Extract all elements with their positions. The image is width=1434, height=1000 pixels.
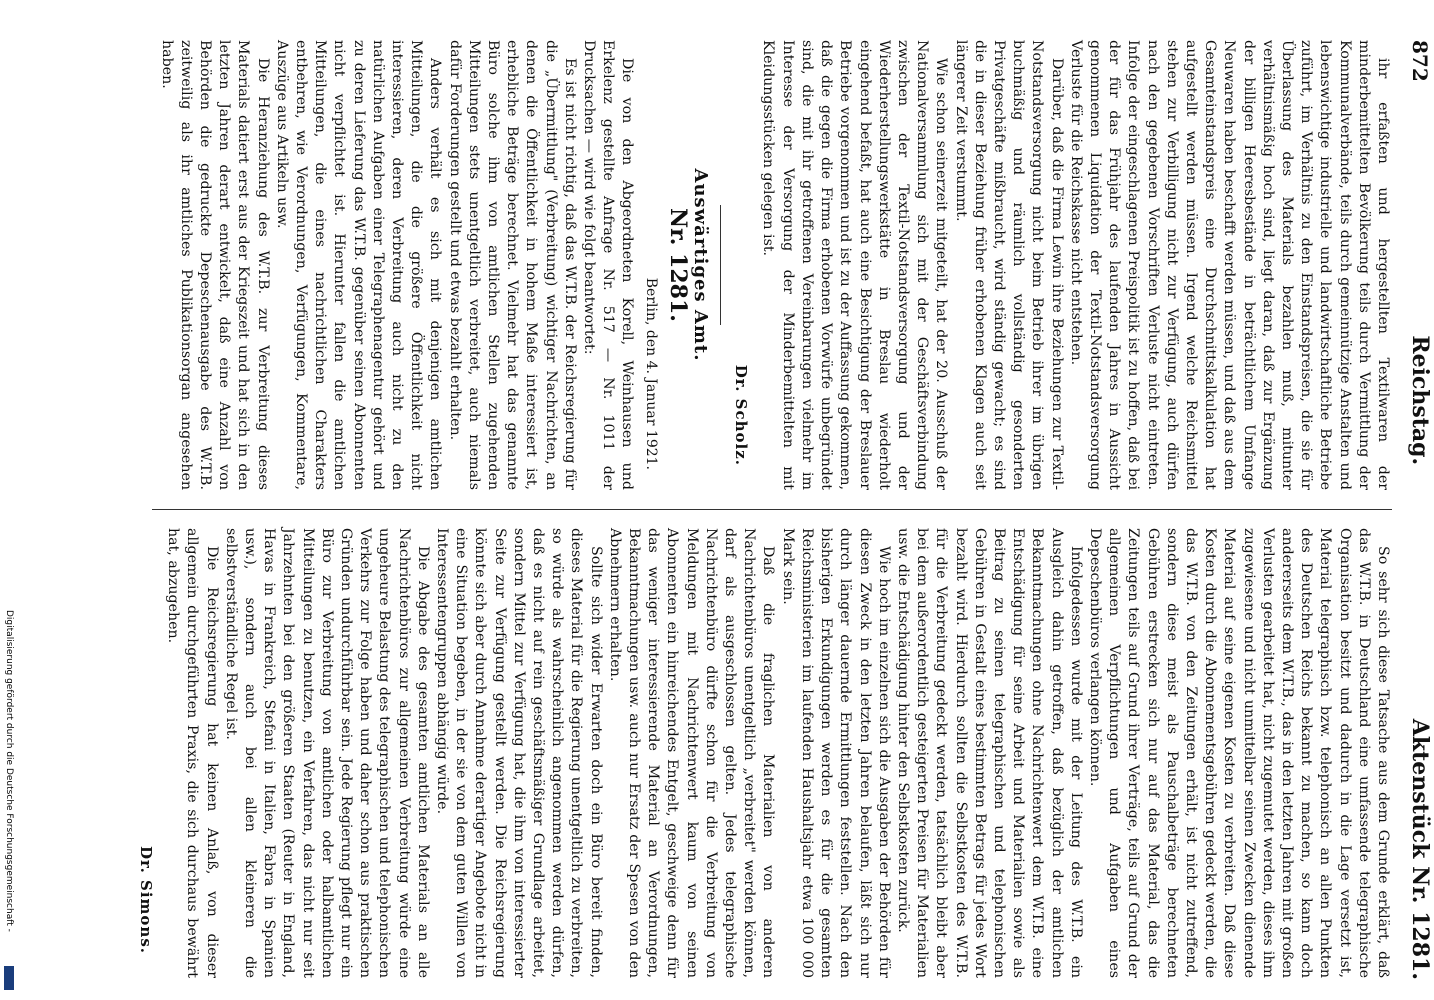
column-divider [152,509,1392,510]
paragraph: Wie hoch im einzelnen sich die Ausgaben der Behörden für diesen Zweck in den letzten Jahren belaufen, läßt sich nur durch länger dauernde Ermittlungen feststellen. Nach den bisherigen Erkundigungen werden es für die gesamten Reichsministerien im laufenden Haushaltsjahr etwa 100 000 Mark sein. [779,528,892,978]
header-left-title: Reichstag. [1407,335,1433,466]
paragraph: Wie schon seinerzeit mitgeteilt, hat der 20. Ausschuß der Nationalversammlung sich mit der Geschäftsverbindung zwischen der Textil-Notstandsversorgung und der Wiederherstellungswerkstätte in Breslau wiederholt eingehend befaßt, hat auch eine Besichtigung der Breslauer Betriebe vorgenommen und ist zu der Auffassung gekommen, daß die gegen die Firma erhobenen Vorwürfe unbegründet sind, die mit ihr getroffenen Vereinbarungen vielmehr im Interesse der Versorgung der Minderbemittelten mit Kleidungsstücken gelegen ist. [760,40,950,490]
rotated-page-content [90,40,1434,980]
digitization-credit [2,610,16,990]
paragraph: Es ist nicht richtig, daß das W.T.B. der Reichsregierung für die „Übermittlung" (Verbreitung) wichtiger Nachrichten, an denen die Öffentlichkeit in hohem Maße interessiert ist, erhebliche Beträge berechnet. Vielmehr hat das genannte Büro solche ihm von amtlichen Stellen zugehenden Mitteilungen stets unentgeltlich verbreitet, auch niemals dafür Forderungen gestellt und etwas bezahlt erhalten. [446,40,578,490]
signature-scholz: Dr. Scholz. [732,364,751,466]
paragraph: Die Abgabe des gesamten amtlichen Materials an alle Nachrichtenbüros zur allgemeinen Verbreitung würde eine ungeheure Belastung des telegraphischen und telephonischen Verkehrs zur Folge haben und daher schon aus praktischen Gründen undurchführbar sein. Jede Regierung pflegt nur ein Büro zur Verbreitung von amtlichen oder halbamtlichen Mitteilungen zu benutzen, ein Verfahren, das nicht nur seit Jahrzehnten bei den größeren Staaten (Reuter in England, Havas in Frankreich, Stefani in Italien, Fabra in Spanien usw.), sondern auch bei allen kleineren die selbstverständliche Regel ist. [222,528,431,978]
page-header [1400,40,1434,980]
paragraph: Die Heranziehung des W.T.B. zur Verbreitung dieses Materials datiert erst aus der Kriegszeit und hat sich in den letzten Jahren derart entwickelt, daß eine Anzahl von Behörden die gedruckte Depeschenausgabe des W.T.B. zeitweilig als ihr amtliches Publikationsorgan angesehen haben. [158,40,271,490]
digitization-credit-text: Digitalisierung gefördert durch die Deutsche Forschungsgemeinschaft - [4,610,14,932]
divider [720,205,721,325]
paragraph: Sollte sich wider Erwarten doch ein Büro bereit finden, dieses Material für die Regierung unentgeltlich zu verbreiten, so würde als wahrscheinlich angenommen werden dürfen, daß es nicht auf rein geschäftsmäßiger Grundlage arbeitet, sondern Mittel zur Verfügung hat, die ihm von interessierter Seite zur Verfügung gestellt werden. Die Reichsregierung könnte sich aber durch Annahme derartiger Angebote nicht in eine Situation begeben, in der sie von dem guten Willen von Interessentengruppen abhängig würde. [434,528,604,978]
section-title: Auswärtiges Amt. [690,168,712,362]
signature-simons: Dr. Simons. [137,846,155,954]
paragraph: Die Reichsregierung hat keinen Anlaß, von dieser allgemein durchgeführten Praxis, die sich durchaus bewährt hat, abzugehen. [165,528,220,978]
dfg-logo-icon [4,966,14,990]
paragraph: So sehr sich diese Tatsache aus dem Grunde erklärt, daß das W.T.B. in Deutschland eine umfassende telegraphische Organisation besitzt und dadurch in die Lage versetzt ist, Material telegraphisch bzw. telephonisch an allen Punkten des Deutschen Reichs bekannt zu machen, so kann doch andererseits dem W.T.B., das in den letzten Jahren mit großen Verlusten gearbeitet hat, nicht zugemutet werden, dieses ihm zugewiesene und nicht unmittelbar seinen Zwecken dienende Material auf seine eigenen Kosten zu verbreiten. Daß diese Kosten durch die Abonnementsgebühren gedeckt werden, die das W.T.B. von den Zeitungen erhält, ist nicht zutreffend, sondern diese meist als Pauschalbeträge berechneten Gebühren erstrecken sich nur auf das Material, das die Zeitungen teils auf Grund ihrer Verträge, teils auf Grund der allgemeinen Verpflichtungen und Aufgaben eines Depeschenbüros verlangen können. [1086,528,1391,978]
paragraph: Anders verhält es sich mit denjenigen amtlichen Mitteilungen, die die größere Öffentlichkeit nicht interessieren, deren Verbreitung auch nicht zu den natürlichen Aufgaben einer Telegraphenagentur gehört und zu deren Lieferung das W.T.B. gegenüber seinen Abonnenten nicht verpflichtet ist. Hierunter fallen die amtlichen Mitteilungen, die eines nachrichtlichen Charakters entbehren, wie Verordnungen, Verfügungen, Kommentare, Auszüge aus Artikeln usw. [273,40,444,490]
paragraph: ihr erfaßten und hergestellten Textilwaren der minderbemittelten Bevölkerung teils durch Vermittlung der Kommunalverbände, teils durch gemeinnützige Anstalten und lebenswichtige industrielle und landwirtschaftliche Betriebe zuführt, im Verhältnis zu den Einstandspreisen, die sie für Überlassung des Materials bezahlen muß, mitunter verhältnismäßig hoch sind, liegt daran, daß zur Ergänzung der billigen Heeresbestände in beträchtlichem Umfange Neuwaren haben beschafft werden müssen, und daß aus dem Gesamteinstandspreis eine Durchschnittskalkulation hat aufgestellt werden müssen. Irgend welche Reichsmittel stehen zur Verbilligung nicht zur Verfügung, auch dürfen nach den gegebenen Vorschriften Verluste nicht eintreten. Infolge der eingeschlagenen Preispolitik ist zu hoffen, daß bei der für das Frühjahr des laufenden Jahres in Aussicht genommenen Liquidation der Textil-Notstandsversorgung Verluste für die Reichskasse nicht entstehen. [1067,40,1391,490]
paragraph: Infolgedessen wurde mit der Leitung des W.T.B. ein Ausgleich dahin getroffen, daß bezüglich der amtlichen Bekanntmachungen ohne Nachrichtenwert dem W.T.B. eine Entschädigung für seine Arbeit und Materialien sowie als Beitrag zu seinen telegraphischen und telephonischen Gebühren in Gestalt eines bestimmten Betrags für jedes Wort bezahlt wird. Hierdurch sollten die Selbstkosten des W.T.B. für die Verbreitung gedeckt werden, tatsächlich bleibt aber bei dem außerordentlich gesteigerten Preisen für Materialien usw. die Entschädigung hinter den Selbstkosten zurück. [894,528,1084,978]
right-column [130,528,1392,978]
document-number: Nr. 1281. [664,208,691,322]
left-column [156,40,1392,490]
paragraph: Daß die fraglichen Materialien von anderen Nachrichtenbüros unentgeltlich „verbreitet" werden können, darf als ausgeschlossen gelten. Jedes telegraphische Nachrichtenbüro dürfte schon für die Verbreitung von Meldungen mit Nachrichtenwert kaum von seinen Abonnenten ein hinreichendes Entgelt, geschweige denn für das weniger interessierende Material an Verordnungen, Bekanntmachungen usw. auch nur Ersatz der Spesen von den Abnehmern erhalten. [606,528,777,978]
header-right-title: Aktenstück Nr. 1281. [1407,718,1433,980]
paragraph: Die von den Abgeordneten Korell, Weinhausen und Erkelenz gestellte Anfrage Nr. 517 — Nr. 1011 der Drucksachen — wird wie folgt beantwortet: [581,40,636,490]
paragraph: Darüber, daß die Firma Lewin ihre Beziehungen zur Textil-Notstandsversorgung nicht beim Betrieb ihrer im übrigen buchmäßig und räumlich vollständig gesonderten Privatgeschäfte mißbraucht, wird ständig gewacht; es sind die in dieser Beziehung früher erhobenen Klagen auch seit längerer Zeit verstummt. [952,40,1065,490]
page-number: 872 [1408,40,1432,82]
dateline: Berlin, den 4. Januar 1921. [642,277,659,470]
